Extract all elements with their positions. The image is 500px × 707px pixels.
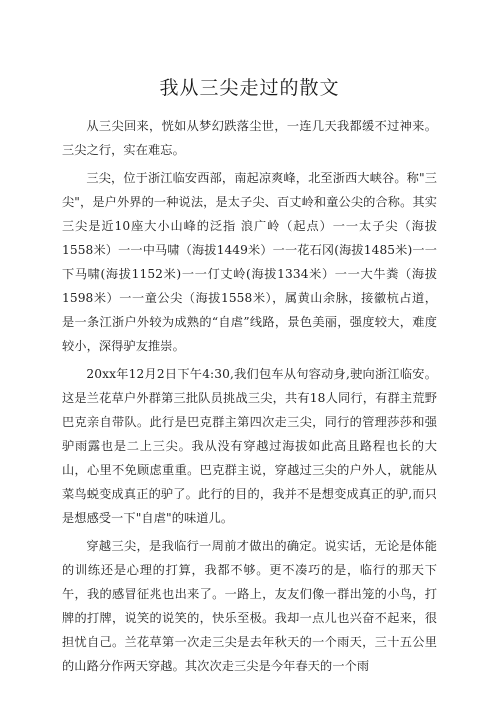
paragraph-1: 从三尖回来，恍如从梦幻跌落尘世，一连几天我都缓不过神来。三尖之行，实在难忘。 — [62, 119, 437, 157]
paragraph-3: 20xx年12月2日下午4:30,我们包车从句容动身,驶向浙江临安。这是兰花草户外群第三批队员挑战三尖，共有18人同行，有群主荒野巴克亲自带队。此行是巴克群主第四次走三尖，同行的管理莎莎和强驴雨露也是二上三尖。我从没有穿越过海拔如此高且路程也长的大山，心里不免顾虑重重。巴克群主说，穿越过三尖的户外人，就能从菜鸟蜕变成真正的驴了。此行的目的，我并不是想变成真正的驴,而只是想感受一下"自虐"的味道儿。 — [62, 367, 437, 525]
document-body — [62, 114, 437, 678]
paragraph-2: 三尖，位于浙江临安西部，南起凉爽峰，北至浙西大峡谷。称"三尖"，是户外界的一种说法，是太子尖、百丈岭和童公尖的合称。其实三尖是近10座大小山峰的泛指 浪广岭（起点）一一太子尖（海拔1558米）一一中马啸（海拔1449米）一一花石冈(海拔1485米)一一下马啸(海拔1152米)一一仃丈岭(海拔1334米）一一大牛粪（海拔1598米）一一童公尖（海拔1558米），属黄山余脉，接徽杭占道，是一条江浙户外较为成熟的“自虐”线路，景色美丽，强度较大，难度较小，深得驴友推崇。 — [62, 171, 437, 353]
document-title: 我从三尖走过的散文 — [159, 77, 340, 99]
paragraph-4: 穿越三尖，是我临行一周前才做出的确定。说实话，无论是体能的训练还是心理的打算，我都不够。更不凑巧的是，临行的那天下午，我的感冒征兆也出来了。一路上，友友们像一群出笼的小鸟，打牌的打牌，说笑的说笑的，快乐至极。我却一点儿也兴奋不起来，很担忧自己。兰花草第一次走三尖是去年秋天的一个雨天，三十五公里的山路分作两天穿越。其次次走三尖是今年春天的一个雨 — [62, 539, 437, 673]
